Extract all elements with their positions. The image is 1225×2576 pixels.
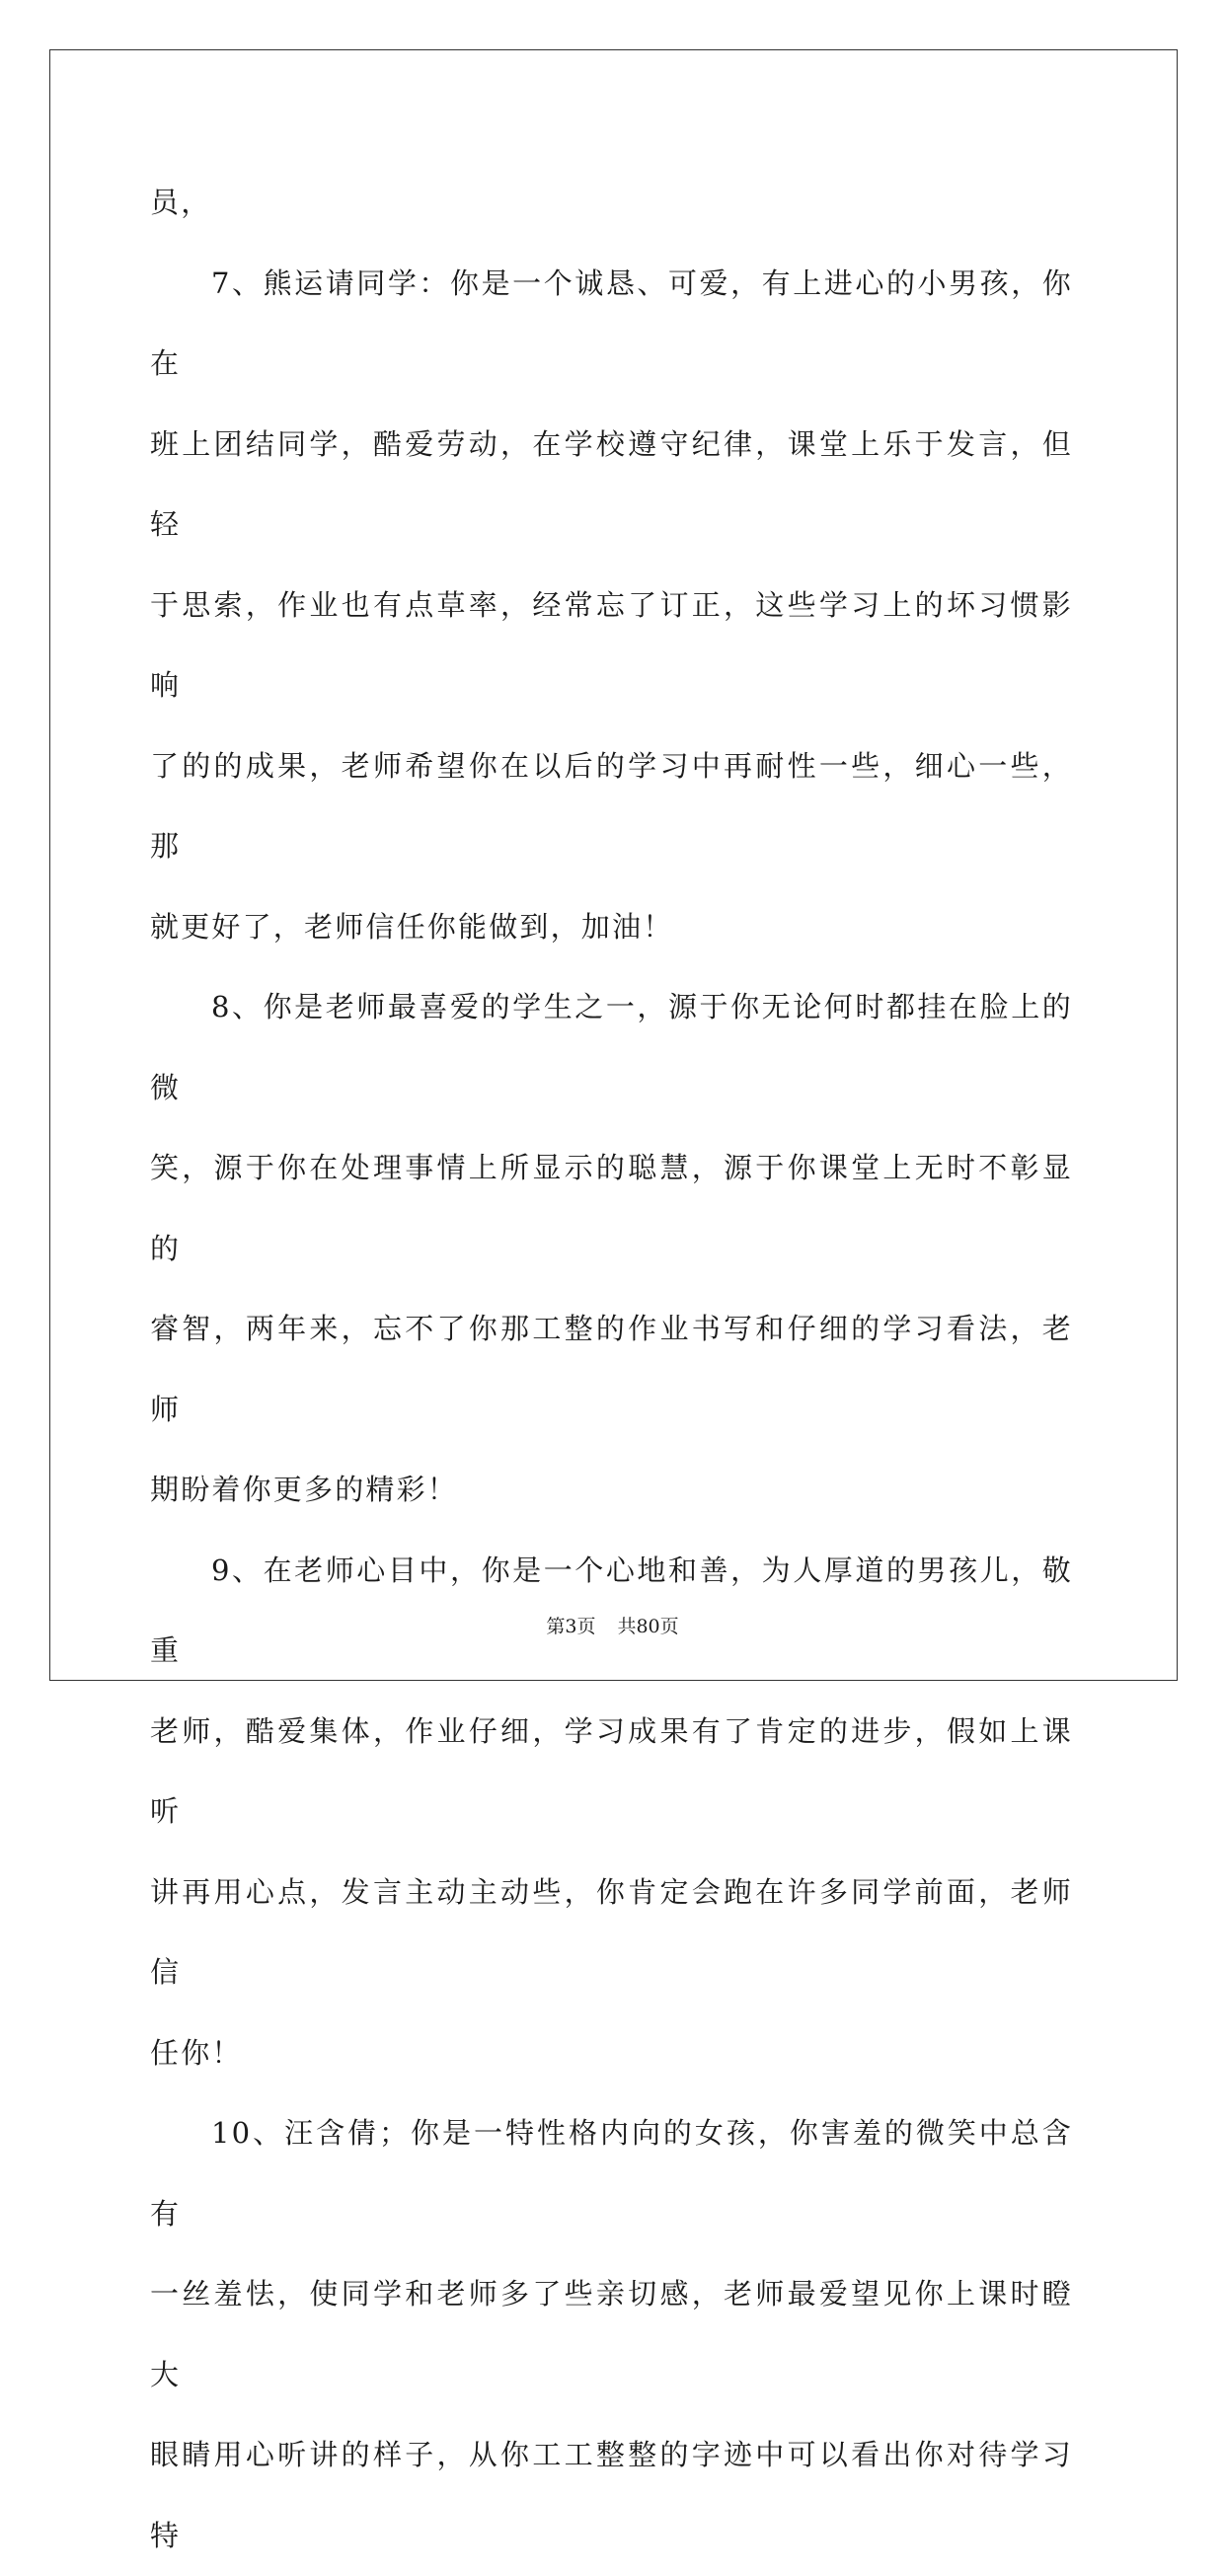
text-line: 了的的成果，老师希望你在以后的学习中再耐性一些，细心一些，那	[150, 748, 1073, 863]
text-line: 期盼着你更多的精彩！	[150, 1473, 459, 1506]
text-line: 任你！	[150, 2035, 243, 2070]
text-line: 讲再用心点，发言主动主动些，你肯定会跑在许多同学前面，老师信	[150, 1874, 1073, 1989]
text-line: 班上团结同学，酷爱劳动，在学校遵守纪律，课堂上乐于发言，但轻	[150, 426, 1073, 541]
text-line: 眼睛用心听讲的样子，从你工工整整的字迹中可以看出你对待学习特	[150, 2438, 1073, 2552]
text-line: 老师，酷爱集体，作业仔细，学习成果有了肯定的进步，假如上课听	[150, 1713, 1073, 1828]
text-line: 7、熊运请同学：你是一个诚恳、可爱，有上进心的小男孩，你在	[150, 265, 1073, 380]
text-line: 10、汪含倩；你是一特性格内向的女孩，你害羞的微笑中总含有	[150, 2116, 1073, 2231]
page-number: 第3页	[546, 1616, 596, 1637]
text-line: 8、你是老师最喜爱的学生之一，源于你无论何时都挂在脸上的微	[150, 990, 1073, 1104]
text-line: 员，	[150, 186, 212, 219]
text-line: 于思索，作业也有点草率，经常忘了订正，这些学习上的坏习惯影响	[150, 587, 1073, 702]
text-line: 就更好了，老师信任你能做到，加油！	[150, 909, 674, 944]
text-line: 睿智，两年来，忘不了你那工整的作业书写和仔细的学习看法，老师	[150, 1312, 1073, 1426]
text-line: 一丝羞怯，使同学和老师多了些亲切感，老师最爱望见你上课时瞪大	[150, 2277, 1073, 2391]
text-line: 笑，源于你在处理事情上所显示的聪慧，源于你课堂上无时不彰显的	[150, 1151, 1073, 1265]
text-line: 9、在老师心目中，你是一个心地和善，为人厚道的男孩儿，敬重	[150, 1553, 1073, 1667]
document-body	[150, 163, 1073, 2576]
page-footer	[0, 1612, 1225, 1638]
page-total: 共80页	[617, 1616, 679, 1637]
